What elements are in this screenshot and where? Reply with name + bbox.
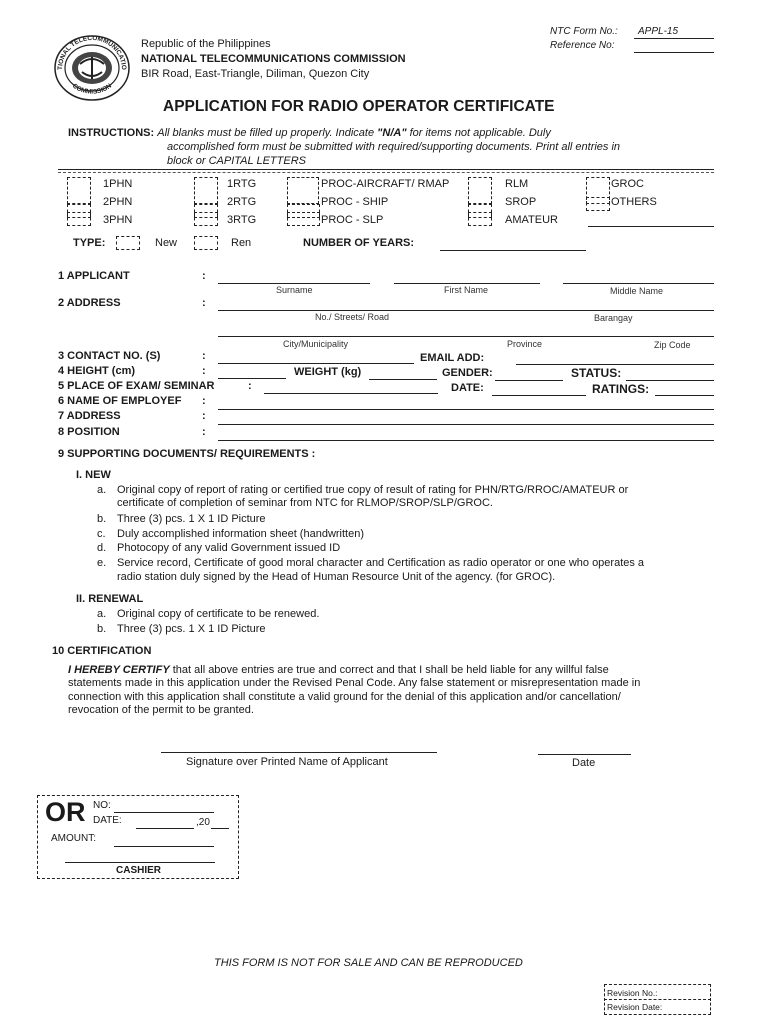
requirement-renewal-a: Original copy of certificate to be renewed.: [117, 608, 320, 620]
email-field[interactable]: [516, 364, 714, 365]
city-caption: City/Municipality: [283, 339, 349, 349]
signature-caption: Signature over Printed Name of Applicant: [186, 756, 388, 768]
position-field[interactable]: [218, 440, 714, 441]
category-3rtg: 3RTG: [227, 214, 257, 226]
weight-field[interactable]: [369, 379, 437, 380]
category-2phn: 2PHN: [103, 196, 133, 208]
checkbox-proc-slp[interactable]: [287, 212, 320, 226]
section-divider-dashed: [58, 172, 714, 173]
revision-date-label: Revision Date:: [607, 1002, 663, 1012]
or-date-label: DATE:: [93, 815, 122, 826]
page-title: APPLICATION FOR RADIO OPERATOR CERTIFICATE: [163, 98, 555, 115]
gender-field[interactable]: [495, 380, 563, 381]
requirement-new-a: Original copy of report of rating or certified true copy of result of rating for PHN/RTG/RROC/AMATEUR or: [117, 484, 629, 496]
certification-line3: connection with this application shall constitute a valid ground for the denial of this application and/or cancellation/: [68, 691, 621, 703]
ratings-label: RATINGS:: [592, 382, 650, 396]
first-name-field[interactable]: [394, 283, 540, 284]
checkbox-3phn[interactable]: [67, 212, 91, 226]
category-proc-aircraft: PROC-AIRCRAFT/ RMAP: [321, 178, 450, 190]
new-requirements-heading: I. NEW: [76, 469, 111, 481]
supporting-docs-heading: 9 SUPPORTING DOCUMENTS/ REQUIREMENTS :: [58, 448, 316, 460]
contact-label: 3 CONTACT NO. (S): [58, 350, 161, 362]
employer-address-field[interactable]: [218, 424, 714, 425]
surname-caption: Surname: [276, 285, 313, 295]
certification-date-field[interactable]: [538, 754, 631, 755]
or-year-label: ,20: [196, 817, 210, 828]
signature-field[interactable]: [161, 752, 437, 753]
checkbox-1phn[interactable]: [67, 177, 91, 204]
number-of-years-field[interactable]: [440, 250, 586, 251]
category-1phn: 1PHN: [103, 178, 133, 190]
or-no-label: NO:: [93, 800, 111, 811]
requirement-new-e: Service record, Certificate of good moral character and Certification as radio operator or one who operates a: [117, 557, 645, 569]
instructions-line2: accomplished form must be submitted with required/supporting documents. Print all entries in: [167, 141, 621, 153]
or-no-field[interactable]: [114, 812, 214, 813]
contact-field[interactable]: [218, 363, 414, 364]
not-for-sale-notice: THIS FORM IS NOT FOR SALE AND CAN BE REPRODUCED: [214, 957, 523, 969]
height-label: 4 HEIGHT (cm): [58, 365, 136, 377]
ratings-field[interactable]: [655, 395, 714, 396]
category-others: OTHERS: [611, 196, 657, 208]
reference-number-field[interactable]: [634, 52, 714, 53]
category-srop: SROP: [505, 196, 537, 208]
instructions-text: INSTRUCTIONS: All blanks must be filled up properly. Indicate "N/A" for items not applicable. Duly: [68, 127, 551, 139]
first-name-caption: First Name: [444, 285, 489, 295]
address-label: 2 ADDRESS: [58, 297, 121, 309]
certification-line4: revocation of the permit to be granted.: [68, 704, 254, 716]
employer-address-label: 7 ADDRESS: [58, 410, 121, 422]
middle-name-field[interactable]: [563, 283, 714, 284]
certification-heading: 10 CERTIFICATION: [52, 645, 152, 657]
email-label: EMAIL ADD:: [420, 352, 485, 364]
ntc-seal-logo: [52, 34, 132, 102]
or-amount-field[interactable]: [114, 846, 214, 847]
applicant-label: 1 APPLICANT: [58, 270, 130, 282]
street-barangay-field[interactable]: [218, 310, 714, 311]
cashier-signature-field[interactable]: [65, 862, 215, 863]
checkbox-1rtg[interactable]: [194, 177, 218, 204]
status-field[interactable]: [626, 380, 714, 381]
category-proc-slp: PROC - SLP: [321, 214, 384, 226]
certification-date-caption: Date: [572, 757, 596, 769]
requirement-renewal-b: Three (3) pcs. 1 X 1 ID Picture: [117, 623, 266, 635]
or-year-field[interactable]: [211, 828, 229, 829]
requirement-new-a-cont: certificate of completion of seminar from NTC for RLMOP/SROP/SLP/GROC.: [117, 497, 493, 509]
province-caption: Province: [507, 339, 543, 349]
employer-label: 6 NAME OF EMPLOYEF: [58, 395, 182, 407]
category-proc-ship: PROC - SHIP: [321, 196, 389, 208]
certification-line2: statements made in this application under the Revised Penal Code. Any false statement or misrepresentation made in: [68, 677, 641, 689]
gender-label: GENDER:: [442, 367, 493, 379]
header-agency-name: NATIONAL TELECOMMUNICATIONS COMMISSION: [141, 53, 406, 65]
svg-text:NATIONAL TELECOMMUNICATIONS: TIONAL TELECOMMUNICATIO: [56, 34, 128, 71]
instructions-line3: block or CAPITAL LETTERS: [167, 155, 306, 167]
checkbox-new[interactable]: [116, 236, 140, 250]
position-label: 8 POSITION: [58, 426, 120, 438]
type-ren-label: Ren: [231, 237, 252, 249]
status-label: STATUS:: [571, 366, 622, 380]
city-province-zip-field[interactable]: [218, 336, 714, 337]
cashier-label: CASHIER: [116, 865, 162, 876]
checkbox-proc-aircraft[interactable]: [287, 177, 319, 204]
checkbox-rlm[interactable]: [468, 177, 492, 204]
form-number-underline: [634, 38, 714, 39]
or-amount-label: AMOUNT:: [51, 833, 96, 844]
date-label: DATE:: [451, 382, 484, 394]
category-rlm: RLM: [505, 178, 529, 190]
svg-text:COMMISSION: COMMISSION: [70, 82, 114, 96]
category-1rtg: 1RTG: [227, 178, 257, 190]
requirement-new-e-cont: radio station duly signed by the Head of Human Resource Unit of the agency. (for GROC).: [117, 571, 556, 583]
requirement-new-c: Duly accomplished information sheet (handwritten): [117, 528, 365, 540]
street-caption: No./ Streets/ Road: [315, 312, 390, 322]
certification-line1: I HEREBY CERTIFY that all above entries are true and correct and that I shall be held liable for any willful false: [68, 664, 609, 676]
type-label: TYPE:: [73, 237, 106, 249]
place-of-exam-field[interactable]: [264, 393, 438, 394]
renewal-requirements-heading: II. RENEWAL: [76, 593, 144, 605]
or-date-field[interactable]: [136, 828, 194, 829]
zip-caption: Zip Code: [654, 340, 691, 350]
header-address: BIR Road, East-Triangle, Diliman, Quezon City: [141, 68, 370, 80]
section-divider: [58, 169, 714, 170]
surname-field[interactable]: [218, 283, 370, 284]
weight-label: WEIGHT (kg): [294, 366, 362, 378]
date-field[interactable]: [492, 395, 586, 396]
checkbox-others[interactable]: [586, 197, 610, 211]
employer-field[interactable]: [218, 409, 714, 410]
revision-no-label: Revision No.:: [607, 988, 658, 998]
or-label: OR: [45, 797, 86, 827]
category-amateur: AMATEUR: [505, 214, 558, 226]
barangay-caption: Barangay: [594, 313, 633, 323]
place-of-exam-label: 5 PLACE OF EXAM/ SEMINAR: [58, 380, 215, 392]
checkbox-3rtg[interactable]: [194, 212, 218, 226]
category-2rtg: 2RTG: [227, 196, 257, 208]
requirement-new-d: Photocopy of any valid Government issued ID: [117, 542, 341, 554]
requirement-new-b: Three (3) pcs. 1 X 1 ID Picture: [117, 513, 266, 525]
header-republic: Republic of the Philippines: [141, 38, 271, 50]
number-of-years-label: NUMBER OF YEARS:: [303, 237, 415, 249]
reference-number-label: Reference No:: [550, 40, 615, 51]
form-number-label: NTC Form No.:: [550, 26, 618, 37]
checkbox-amateur[interactable]: [468, 212, 492, 226]
height-field[interactable]: [218, 378, 286, 379]
category-3phn: 3PHN: [103, 214, 133, 226]
middle-name-caption: Middle Name: [610, 286, 664, 296]
checkbox-ren[interactable]: [194, 236, 218, 250]
category-groc: GROC: [611, 178, 644, 190]
others-specify-field[interactable]: [588, 226, 714, 227]
form-number-value: APPL-15: [638, 26, 679, 37]
type-new-label: New: [155, 237, 178, 249]
